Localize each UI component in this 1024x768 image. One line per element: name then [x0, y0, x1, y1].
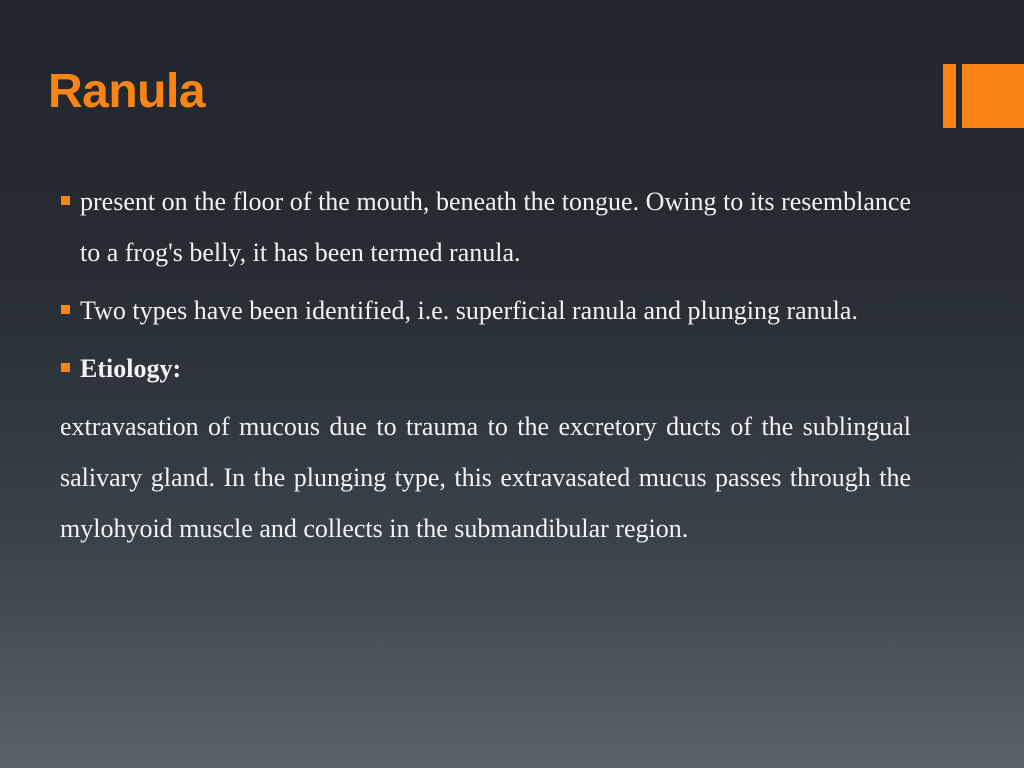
- slide-body: [60, 176, 911, 554]
- square-bullet-icon: [61, 305, 70, 314]
- slide-title: Ranula: [48, 65, 206, 118]
- bullet-text: Two types have been identified, i.e. superficial ranula and plunging ranula.: [80, 296, 858, 325]
- bullet-item-types: [60, 285, 911, 336]
- bullet-heading-etiology: Etiology:: [80, 354, 182, 383]
- accent-bar-thin: [943, 64, 956, 128]
- accent-bar-thick: [962, 64, 1024, 128]
- bullet-item-etiology: [60, 343, 911, 394]
- square-bullet-icon: [61, 363, 70, 372]
- etiology-paragraph: extravasation of mucous due to trauma to the excretory ducts of the sublingual salivary gland. In the plunging type, this extravasated mucus passes through the mylohyoid muscle and collects in the submandibular region.: [60, 412, 911, 543]
- bullet-item-location: [60, 176, 911, 278]
- bullet-text: present on the floor of the mouth, beneath the tongue. Owing to its resemblance to a frog's belly, it has been termed ranula.: [80, 187, 911, 267]
- square-bullet-icon: [61, 196, 70, 205]
